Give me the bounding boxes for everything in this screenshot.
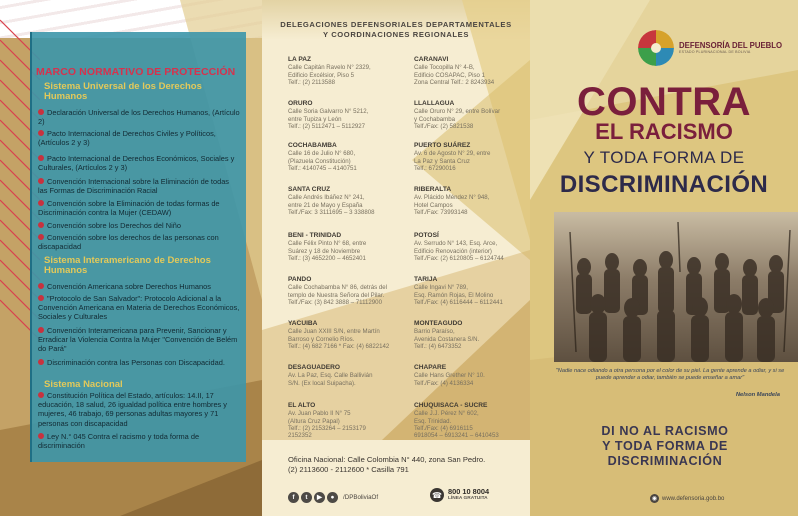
office-detail: Avenida Costanera S/N.	[414, 335, 480, 343]
office-detail: Calle Félix Pinto N° 68, entre	[288, 240, 367, 248]
bullet-icon	[38, 222, 44, 228]
phone-label: LÍNEA GRATUITA	[448, 496, 488, 501]
mandela-quote: "Nadie nace odiando a otra persona por el color de su piel. La gente aprende a odiar, y si se puede aprender a odiar, también se puede enseñar a amar"	[555, 368, 785, 381]
defensoria-logo	[638, 30, 782, 66]
list-item: Declaración Universal de los Derechos Humanos, (Artículo 2)	[38, 108, 240, 127]
slogan: DI NO AL RACISMO Y TODA FORMA DE DISCRIMINACIÓN	[601, 424, 729, 468]
office-entry	[414, 276, 530, 306]
office-name: TARIJA	[414, 276, 438, 283]
interamerican-system-title: Sistema Interamericano de Derechos Humanos	[44, 255, 211, 276]
office-entry	[414, 186, 530, 216]
bullet-icon	[38, 130, 44, 136]
quote-author: Nelson Mandela	[735, 392, 780, 398]
list-item: Constitución Política del Estado, artículos: 14.II, 17 educación, 18 salud, 26 igualdad política entre hombres y mujeres, 46 trabajo, 69 personas adultas mayores y 71 personas con discapacidad	[38, 391, 227, 428]
office-name: CHAPARE	[414, 364, 447, 371]
list-item: Convención Internacional sobre la Eliminación de todas las Formas de Discriminación Racial	[38, 177, 230, 196]
office-detail: Calle Oruro N° 29, entre Bolívar	[414, 108, 501, 116]
office-name: BENI - TRINIDAD	[288, 232, 342, 239]
bullet-icon	[38, 392, 44, 398]
office-detail: Calle Hans Grether N° 10.	[414, 372, 485, 380]
office-detail: Calle Capitán Ravelo N° 2329,	[288, 64, 371, 72]
office-entry	[288, 186, 416, 216]
office-detail: 6918054 – 6913241 – 6410453	[414, 432, 499, 440]
office-name: DESAGUADERO	[288, 364, 341, 371]
office-detail: Telf.: (3) 4652200 – 4652401	[288, 254, 366, 262]
office-name: ORURO	[288, 100, 313, 107]
office-name: SANTA CRUZ	[288, 186, 331, 193]
office-entry	[288, 276, 416, 306]
office-detail: Suárez y 18 de Noviembre	[288, 247, 361, 255]
office-entry	[288, 364, 416, 387]
office-detail: Telf.: 67290016	[414, 164, 456, 172]
title-discriminacion: DISCRIMINACIÓN	[559, 171, 769, 198]
office-entry	[414, 142, 530, 172]
bullet-icon	[38, 283, 44, 289]
left-panel	[0, 0, 262, 516]
office-entry	[288, 56, 416, 86]
office-detail: Edificio COSAPAC, Piso 1	[414, 71, 486, 79]
office-detail: Telf./Fax: (4) 6116444 – 6112441	[414, 298, 503, 306]
office-detail: Telf./Fax: (3) 842 3888 – 71112900	[288, 298, 382, 306]
title-toda-forma: Y TODA FORMA DE	[583, 148, 745, 167]
national-office: Oficina Nacional: Calle Colombia N° 440, zona San Pedro. (2) 2113600 - 2112600 * Casilla 791	[288, 455, 486, 474]
office-entry	[288, 142, 416, 172]
list-item: Convención sobre los Derechos del Niño	[38, 221, 240, 230]
office-detail: Av. Juan Pablo II N° 75	[288, 410, 351, 418]
bullet-icon	[38, 178, 44, 184]
social-handle[interactable]: /DPBoliviaOf	[343, 493, 379, 501]
list-item: Ley N.° 045 Contra el racismo y toda forma de discriminación	[38, 432, 200, 451]
list-item: Convención Americana sobre Derechos Humanos	[38, 282, 240, 291]
bullet-icon	[38, 109, 44, 115]
bullet-icon	[38, 433, 44, 439]
framework-heading: MARCO NORMATIVO DE PROTECCIÓN	[36, 66, 236, 78]
national-system-title: Sistema Nacional	[44, 379, 123, 390]
office-detail: Calle Ingavi N° 789,	[414, 284, 468, 292]
office-name: MONTEAGUDO	[414, 320, 463, 327]
office-name: YACUIBA	[288, 320, 318, 327]
office-entry	[414, 364, 530, 387]
office-detail: entre 21 de Mayo y España	[288, 201, 363, 209]
office-entry	[288, 402, 416, 439]
office-detail: Edificio Excélsior, Piso 5	[288, 71, 355, 79]
office-detail: Av. Plácido Méndez N° 948,	[414, 194, 490, 202]
logo-subtitle: ESTADO PLURINACIONAL DE BOLIVIA	[679, 50, 751, 54]
office-entry	[414, 232, 530, 262]
bullet-icon	[38, 295, 44, 301]
office-detail: Telf.: (4) 6473352	[414, 342, 462, 350]
office-detail: Telf./Fax: 73993148	[414, 208, 468, 216]
logo-icon	[638, 30, 674, 66]
list-item: Convención Interamericana para Prevenir, Sancionar y Erradicar la Violencia Contra la Mujer "Convención de Belém do Pará"	[38, 326, 238, 354]
middle-panel	[262, 0, 530, 516]
office-entry	[288, 232, 416, 262]
office-name: LA PAZ	[288, 56, 312, 63]
office-detail: Calle Andrés Ibáñez N° 241,	[288, 194, 365, 202]
office-detail: Telf./Fax: (2) 5821538	[414, 122, 474, 130]
office-entry	[288, 320, 416, 350]
list-item: Convención sobre los derechos de las personas con discapacidad	[38, 233, 219, 252]
youtube-icon[interactable]: ▶	[314, 492, 325, 503]
office-detail: Calle 16 de Julio N° 680,	[288, 150, 356, 158]
office-detail: Av. La Paz, Esq. Calle Ballivián	[288, 372, 373, 380]
office-name: LLALLAGUA	[414, 100, 455, 107]
office-detail: Telf.: (2) 2113588	[288, 78, 335, 86]
office-detail: (Plazuela Constitución)	[288, 157, 351, 165]
office-detail: Telf.: (2) 5112471 – 5112927	[288, 122, 366, 130]
office-detail: Zona Central Telf.: 2 8243934	[414, 78, 495, 86]
list-item: Pacto Internacional de Derechos Civiles y Políticos, (Artículos 2 y 3)	[38, 129, 216, 148]
phone-number[interactable]: 800 10 8004	[448, 487, 490, 496]
office-detail: entre Tupiza y León	[288, 115, 342, 123]
office-detail: Telf./Fax: (4) 6916115	[414, 424, 473, 432]
office-detail: Telf.: 4140745 – 4140751	[288, 164, 357, 172]
twitter-icon[interactable]: t	[301, 492, 312, 503]
facebook-icon[interactable]: f	[288, 492, 299, 503]
right-panel	[530, 0, 798, 516]
website-link[interactable]: ◉ www.defensoria.gob.bo	[651, 495, 725, 502]
office-detail: Av. Serrudo N° 143, Esq. Arce,	[414, 240, 498, 248]
globe-icon: ◉	[651, 496, 658, 502]
office-detail: (Altura Cruz Papal)	[288, 417, 340, 425]
office-entry	[414, 100, 530, 130]
title-racismo: EL RACISMO	[595, 119, 733, 144]
office-detail: Esq. Trinidad.	[414, 417, 452, 425]
bullet-icon	[38, 359, 44, 365]
office-detail: Telf.: (4) 682 7166 * Fax: (4) 6822142	[288, 342, 390, 350]
delegations-title: DELEGACIONES DEFENSORIALES DEPARTAMENTALES Y COORDINACIONES REGIONALES	[280, 20, 512, 39]
list-item: Discriminación contra las Personas con Discapacidad.	[38, 358, 240, 367]
toll-free-line	[430, 488, 489, 502]
phone-icon: ☎	[430, 488, 444, 502]
office-entry	[414, 56, 530, 86]
office-name: RIBERALTA	[414, 186, 452, 193]
office-name: CARANAVI	[414, 56, 449, 63]
list-item: Pacto Internacional de Derechos Económicos, Sociales y Culturales, (Artículos 2 y 3)	[38, 154, 235, 173]
office-detail: Telf./Fax: (2) 6120805 – 6124744	[414, 254, 504, 262]
office-name: PUERTO SUÁREZ	[414, 142, 471, 149]
office-detail: La Paz y Santa Cruz	[414, 157, 470, 165]
logo-name: DEFENSORÍA DEL PUEBLO	[679, 41, 783, 50]
office-detail: Av. 6 de Agosto N° 29, entre	[414, 150, 491, 158]
office-detail: Telf.: (2) 2153264 – 2153179	[288, 424, 366, 432]
list-item: "Protocolo de San Salvador": Protocolo Adicional a la Convención Americana en Materia de Derechos Económicos, Sociales y Culturales	[38, 294, 240, 322]
universal-system-title: Sistema Universal de los Derechos Humanos	[44, 81, 202, 102]
office-entry	[414, 402, 530, 439]
office-detail: y Cochabamba	[414, 115, 455, 123]
historical-photo	[554, 212, 798, 362]
office-name: POTOSÍ	[414, 232, 439, 239]
bullet-icon	[38, 155, 44, 161]
bullet-icon	[38, 327, 44, 333]
office-detail: Barrio Paraíso,	[414, 328, 455, 336]
office-detail: templo de Nuestra Señora del Pilar.	[288, 291, 385, 299]
title-contra: CONTRA	[576, 80, 752, 124]
office-detail: Calle Cochabamba N° 86, detrás del	[288, 284, 387, 292]
office-name: CHUQUISACA - SUCRE	[414, 402, 488, 409]
office-detail: S/N. (Ex local Suipacha).	[288, 379, 356, 387]
office-detail: Hotel Campos	[414, 201, 453, 209]
office-entry	[288, 100, 416, 130]
office-name: COCHABAMBA	[288, 142, 337, 149]
office-name: EL ALTO	[288, 402, 316, 409]
list-item: Convención sobre la Eliminación de todas formas de Discriminación contra la Mujer (CEDAW)	[38, 199, 220, 218]
bullet-icon	[38, 200, 44, 206]
office-name: PANDO	[288, 276, 312, 283]
office-detail: Telf./Fax: 3 3111695 – 3 338808	[288, 208, 375, 216]
office-detail: Calle Soria Galvarro N° 5212,	[288, 108, 369, 116]
office-detail: Calle Juan XXIII S/N, entre Martín	[288, 328, 380, 336]
office-detail: Calle J.J. Pérez N° 602,	[414, 410, 479, 418]
social-links	[288, 490, 378, 504]
office-entry	[414, 320, 530, 350]
office-detail: Barroso y Cornelio Ríos.	[288, 335, 355, 343]
office-detail: Edificio Renovación (interior)	[414, 247, 492, 255]
flickr-icon[interactable]: ●	[327, 492, 338, 503]
office-detail: Telf./Fax: (4) 4136334	[414, 379, 474, 387]
office-detail: Calle Tocopilla N° 4-B,	[414, 64, 475, 72]
office-detail: Esq. Ramón Rojas, El Molino	[414, 291, 494, 299]
bullet-icon	[38, 234, 44, 240]
office-detail: 2152352	[288, 432, 312, 440]
